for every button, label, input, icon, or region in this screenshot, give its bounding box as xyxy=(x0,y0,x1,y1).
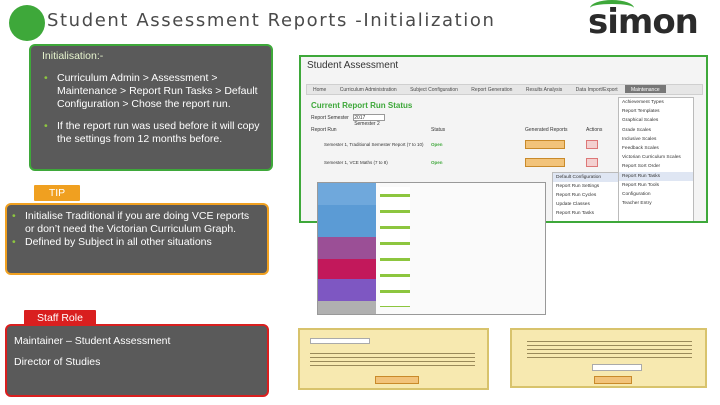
col-generated-reports: Generated Reports xyxy=(525,127,568,133)
screenshot-title: Student Assessment xyxy=(307,60,399,71)
green-circle-decoration xyxy=(9,5,45,41)
initialisation-bullets xyxy=(43,72,263,155)
col-status: Status xyxy=(431,127,446,133)
menu-item-report-run-tasks[interactable]: Report Run Tasks xyxy=(619,172,693,181)
slide-title: Student Assessment Reports -Initialization xyxy=(47,10,496,31)
report-row-1[interactable] xyxy=(311,137,611,155)
config-band xyxy=(318,205,376,237)
col-actions: Actions xyxy=(586,127,603,133)
tip-bullets xyxy=(11,210,259,249)
menu-item[interactable]: Report Run Tools xyxy=(622,182,659,188)
submenu-item[interactable]: Update Classes xyxy=(556,202,590,207)
view-report-archive-button[interactable] xyxy=(525,158,565,167)
config-checkboxes[interactable] xyxy=(380,187,410,307)
submenu-item[interactable]: Report Run Cycles xyxy=(556,193,597,198)
initialise-button[interactable] xyxy=(375,376,419,384)
info-text-lines xyxy=(310,350,475,368)
config-band xyxy=(318,301,376,315)
menu-item[interactable]: Graphical Scales xyxy=(622,118,659,124)
semester-label: Report Semester xyxy=(311,114,349,121)
info-text-lines xyxy=(527,338,692,358)
config-band xyxy=(318,279,376,301)
status-open: Open xyxy=(431,142,443,147)
config-band xyxy=(318,237,376,259)
initialisation-panel xyxy=(29,44,273,171)
staff-role-line-2: Director of Studies xyxy=(14,356,101,368)
initialisation-bullet-2: • If the report run was used before it will copy the settings from 12 months before. xyxy=(43,120,263,146)
initialise-button[interactable] xyxy=(594,376,632,384)
screenshot-nav xyxy=(306,84,703,95)
nav-item-home[interactable]: Home xyxy=(313,87,327,93)
simon-logo xyxy=(588,0,712,46)
staff-role-line-1: Maintainer – Student Assessment xyxy=(14,335,171,347)
config-band xyxy=(318,259,376,279)
staff-role-tag: Staff Role xyxy=(24,310,96,326)
nav-item-data-import-export[interactable]: Data Import/Export xyxy=(575,87,618,93)
initialisation-label: Initialisation:- xyxy=(42,50,104,62)
submenu-item-default-configuration[interactable]: Default Configuration xyxy=(553,173,618,182)
semester-selector[interactable] xyxy=(311,114,385,127)
nav-item-subject-config[interactable]: Subject Configuration xyxy=(410,87,458,93)
menu-item[interactable]: Achievement Types xyxy=(622,100,664,105)
delete-icon[interactable] xyxy=(586,158,598,167)
report-run-name: Semester 1, Traditional Semester Report (7 to 10) xyxy=(324,142,424,147)
slide-header xyxy=(0,0,720,44)
nav-item-maintenance[interactable]: Maintenance xyxy=(625,85,666,93)
menu-item[interactable]: Victorian Curriculum Scales xyxy=(622,155,681,161)
menu-item[interactable]: Report Templates xyxy=(622,109,660,115)
report-run-tasks-submenu xyxy=(552,172,619,222)
tip-tag: TIP xyxy=(34,185,80,201)
screenshot-heading: Current Report Run Status xyxy=(311,101,413,110)
col-report-run: Report Run xyxy=(311,127,337,133)
config-band xyxy=(318,183,376,205)
logo-text: simon xyxy=(588,2,698,42)
initialise-traditional-screenshot xyxy=(298,328,489,390)
nav-item-curriculum-admin[interactable]: Curriculum Administration xyxy=(339,87,397,93)
view-report-archive-button[interactable] xyxy=(525,140,565,149)
maintenance-menu xyxy=(618,97,694,222)
report-run-name: Semester 1, VCE Maths (7 to 8) xyxy=(324,160,388,165)
default-configuration-screenshot xyxy=(317,182,546,315)
delete-icon[interactable] xyxy=(586,140,598,149)
initialisation-bullet-1: • Curriculum Admin > Assessment > Maintenance > Report Run Tasks > Default Configuration > Chose the report run. xyxy=(43,72,263,111)
staff-role-panel xyxy=(5,324,269,397)
status-open: Open xyxy=(431,160,443,165)
nav-item-results-analysis[interactable]: Results Analysis xyxy=(525,87,563,93)
tip-panel xyxy=(5,203,269,275)
semester-select[interactable]: 2017 Semester 2 xyxy=(353,114,385,121)
semester-select[interactable] xyxy=(310,338,370,344)
tip-bullet-1: • Initialise Traditional if you are doing VCE reports or don’t need the Victorian Curriculum Graph. xyxy=(11,210,259,236)
menu-item[interactable]: Feedback Scales xyxy=(622,145,659,151)
report-row-2[interactable] xyxy=(311,155,611,173)
submenu-item[interactable]: Report Run Tasks xyxy=(556,211,595,216)
menu-item[interactable]: Grade Scales xyxy=(622,127,652,133)
menu-item[interactable]: Configuration xyxy=(622,191,651,197)
submenu-item[interactable]: Report Run Settings xyxy=(556,184,600,189)
menu-item[interactable]: Teacher Entry xyxy=(622,201,652,207)
initialise-subject-screenshot xyxy=(510,328,707,388)
mode-select[interactable] xyxy=(592,364,642,371)
tip-bullet-2: • Defined by Subject in all other situations xyxy=(11,236,259,249)
menu-item[interactable]: Report Sort Order xyxy=(622,164,661,170)
menu-item[interactable]: Inclusive Scales xyxy=(622,136,657,142)
nav-item-report-generation[interactable]: Report Generation xyxy=(471,87,513,93)
